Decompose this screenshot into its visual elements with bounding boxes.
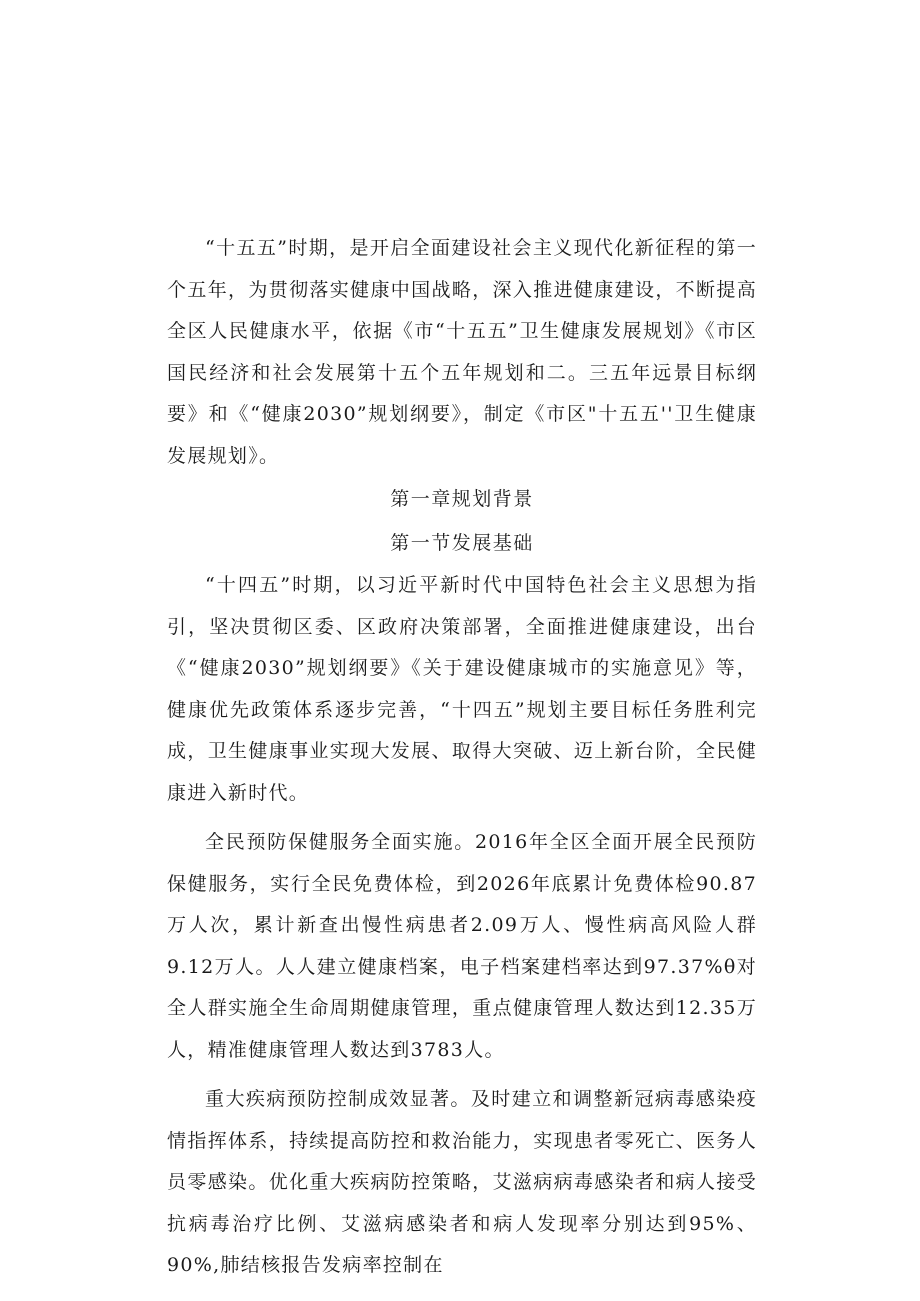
section-title: 第一节发展基础 — [390, 532, 534, 554]
paragraph-background: “十四五”时期，以习近平新时代中国特色社会主义思想为指引，坚决贯彻区委、区政府决策部署，全面推进健康建设，出台《“健康2030”规划纲要》《关于建设健康城市的实施意见》等，健康优先政策体系逐步完善，“十四五”规划主要目标任务胜利完成，卫生健康事业实现大发展、取得大突破、迈上新台阶，全民健康进入新时代。 — [167, 574, 757, 804]
chapter-title: 第一章规划背景 — [390, 488, 534, 510]
document-body — [167, 228, 757, 1287]
paragraph-preventive-care: 全民预防保健服务全面实施。2016年全区全面开展全民预防保健服务，实行全民免费体检，到2026年底累计免费体检90.87万人次，累计新查出慢性病患者2.09万人、慢性病高风险人群9.12万人。人人建立健康档案，电子档案建档率达到97.37%θ对全人群实施全生命周期健康管理，重点健康管理人数达到12.35万人，精准健康管理人数达到3783人。 — [167, 831, 757, 1061]
paragraph-disease-control: 重大疾病预防控制成效显著。及时建立和调整新冠病毒感染疫情指挥体系，持续提高防控和救治能力，实现患者零死亡、医务人员零感染。优化重大疾病防控策略，艾滋病病毒感染者和病人接受抗病毒治疗比例、艾滋病感染者和病人发现率分别达到95%、90%,肺结核报告发病率控制在 — [167, 1088, 757, 1276]
intro-paragraph: “十五五”时期，是开启全面建设社会主义现代化新征程的第一个五年，为贯彻落实健康中国战略，深入推进健康建设，不断提高全区人民健康水平，依据《市“十五五”卫生健康发展规划》《市区国民经济和社会发展第十五个五年规划和二。三五年远景目标纲要》和《“健康2030”规划纲要》，制定《市区"十五五''卫生健康发展规划》。 — [167, 237, 757, 467]
